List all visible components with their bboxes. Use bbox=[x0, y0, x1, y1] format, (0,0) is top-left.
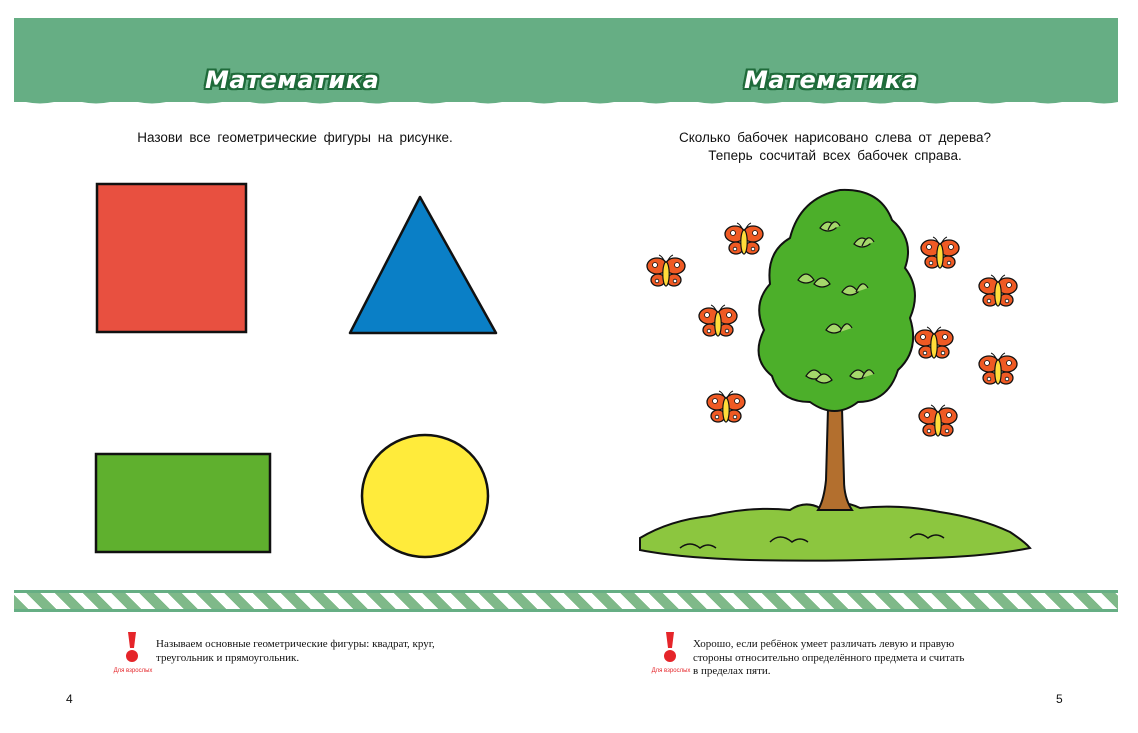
butterfly-left-3 bbox=[699, 305, 737, 336]
right-task-line1: Сколько бабочек нарисовано слева от дерева? bbox=[679, 130, 991, 145]
butterfly-right-4 bbox=[979, 353, 1017, 384]
right-page-title: Математика bbox=[744, 66, 919, 94]
shapes-illustration bbox=[0, 150, 560, 590]
right-adult-badge-icon bbox=[651, 630, 691, 674]
right-note-line3: в пределах пяти. bbox=[693, 665, 771, 677]
tree-trunk bbox=[818, 408, 852, 510]
left-page-title: Математика bbox=[205, 66, 380, 94]
butterfly-right-3 bbox=[915, 327, 953, 358]
grass-ground bbox=[640, 503, 1030, 561]
right-adult-note bbox=[693, 638, 1013, 679]
butterfly-left-4 bbox=[707, 391, 745, 422]
left-note-line1: Называем основные геометрические фигуры: квадрат, круг, bbox=[156, 638, 435, 650]
triangle-shape bbox=[350, 197, 496, 333]
right-page-number: 5 bbox=[1056, 692, 1063, 706]
right-note-line2: стороны относительно определённого предмета и считать bbox=[693, 651, 965, 664]
butterfly-right-1 bbox=[921, 237, 959, 268]
butterfly-right-5 bbox=[919, 405, 957, 436]
header-band bbox=[14, 18, 1118, 102]
circle-shape bbox=[362, 435, 488, 557]
left-adult-note bbox=[156, 638, 496, 665]
butterfly-right-2 bbox=[979, 275, 1017, 306]
tree-scene bbox=[630, 180, 1050, 580]
left-adult-badge-icon bbox=[113, 630, 153, 674]
left-note-line2: треугольник и прямоугольник. bbox=[156, 651, 300, 664]
butterfly-left-1 bbox=[647, 255, 685, 286]
right-task-line2: Теперь сосчитай всех бабочек справа. bbox=[708, 148, 962, 163]
left-task-text: Назови все геометрические фигуры на рисунке. bbox=[137, 130, 453, 145]
left-page-number: 4 bbox=[66, 692, 73, 706]
square-shape bbox=[97, 184, 246, 332]
striped-divider bbox=[14, 590, 1118, 612]
butterfly-left-2 bbox=[725, 223, 763, 254]
header-wavy-edge bbox=[14, 98, 1118, 106]
rectangle-shape bbox=[96, 454, 270, 552]
left-badge-text: Для взрослых bbox=[113, 668, 153, 674]
right-note-line1: Хорошо, если ребёнок умеет различать левую и правую bbox=[693, 638, 955, 650]
right-badge-text: Для взрослых bbox=[651, 668, 691, 674]
